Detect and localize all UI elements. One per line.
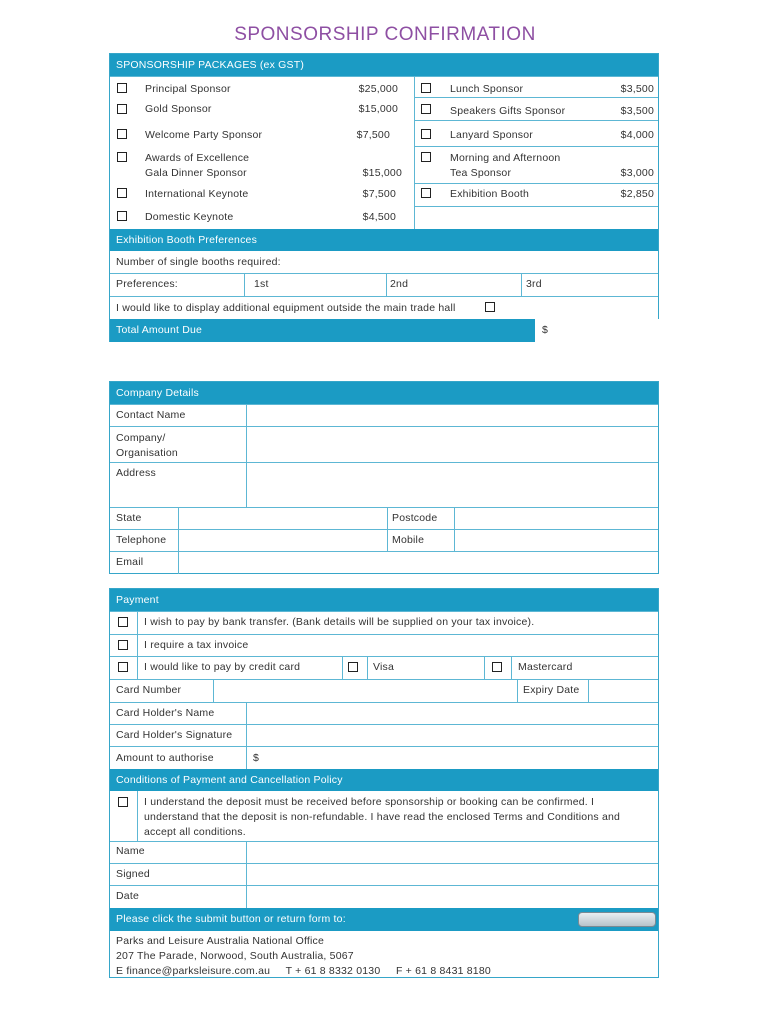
email-label: Email	[116, 556, 144, 568]
domestic-keynote-price: $4,500	[362, 211, 396, 223]
signed-label: Signed	[116, 868, 150, 880]
principal-sponsor-checkbox[interactable]	[117, 83, 127, 93]
international-keynote-checkbox[interactable]	[117, 188, 127, 198]
exhibition-booth-label: Exhibition Booth	[450, 188, 530, 200]
card-number-label: Card Number	[116, 684, 182, 696]
contact-name-input[interactable]	[247, 405, 658, 426]
speakers-gifts-sponsor-label: Speakers Gifts Sponsor	[450, 105, 566, 117]
preference-first[interactable]: 1st	[254, 278, 269, 290]
amount-authorise-input[interactable]	[247, 747, 658, 768]
submit-button[interactable]	[578, 912, 656, 927]
mobile-input[interactable]	[455, 530, 658, 551]
domestic-keynote-checkbox[interactable]	[117, 211, 127, 221]
page-title: SPONSORSHIP CONFIRMATION	[234, 24, 536, 45]
mastercard-label: Mastercard	[518, 661, 573, 673]
name-input[interactable]	[247, 842, 658, 863]
lanyard-sponsor-checkbox[interactable]	[421, 129, 431, 139]
date-input[interactable]	[247, 886, 658, 907]
welcome-party-sponsor-label: Welcome Party Sponsor	[145, 129, 263, 141]
domestic-keynote-label: Domestic Keynote	[145, 211, 234, 223]
conditions-text-line2: understand that the deposit is non-refundable. I have read the enclosed Terms and Conditions and	[144, 811, 621, 823]
total-amount-field[interactable]	[535, 319, 659, 342]
card-holder-name-label: Card Holder's Name	[116, 707, 215, 719]
conditions-text-line3: accept all conditions.	[144, 826, 246, 838]
office-name: Parks and Leisure Australia National Office	[116, 935, 325, 947]
contact-name-label: Contact Name	[116, 409, 186, 421]
lunch-sponsor-price: $3,500	[620, 83, 654, 95]
telephone-input[interactable]	[179, 530, 386, 551]
gold-sponsor-label: Gold Sponsor	[145, 103, 212, 115]
card-number-input[interactable]	[214, 680, 516, 701]
bank-transfer-checkbox[interactable]	[118, 617, 128, 627]
company-details-header: Company Details	[110, 382, 658, 404]
postcode-input[interactable]	[455, 508, 658, 529]
principal-sponsor-price: $25,000	[358, 83, 398, 95]
address-label: Address	[116, 467, 156, 479]
amount-authorise-label: Amount to authorise	[116, 752, 214, 764]
credit-card-label: I would like to pay by credit card	[144, 661, 301, 673]
sponsorship-packages-section	[109, 53, 659, 342]
morning-afternoon-tea-price: $3,000	[620, 167, 654, 179]
state-label: State	[116, 512, 142, 524]
awards-sponsor-label: Awards of Excellence	[145, 152, 250, 164]
awards-sponsor-label-line2: Gala Dinner Sponsor	[145, 167, 247, 179]
company-input[interactable]	[247, 427, 658, 462]
payment-section	[109, 588, 659, 978]
lanyard-sponsor-price: $4,000	[620, 129, 654, 141]
tax-invoice-label: I require a tax invoice	[144, 639, 249, 651]
additional-equipment-label: I would like to display additional equipment outside the main trade hall	[116, 302, 456, 314]
gold-sponsor-checkbox[interactable]	[117, 104, 127, 114]
single-booths-label: Number of single booths required:	[116, 256, 281, 268]
morning-afternoon-tea-checkbox[interactable]	[421, 152, 431, 162]
bank-transfer-label: I wish to pay by bank transfer. (Bank details will be supplied on your tax invoice).	[144, 616, 535, 628]
morning-afternoon-tea-label: Morning and Afternoon	[450, 152, 561, 164]
conditions-header: Conditions of Payment and Cancellation Policy	[110, 769, 658, 791]
company-details-section	[109, 381, 659, 574]
lunch-sponsor-checkbox[interactable]	[421, 83, 431, 93]
credit-card-checkbox[interactable]	[118, 662, 128, 672]
visa-label: Visa	[373, 661, 395, 673]
welcome-party-sponsor-price: $7,500	[356, 129, 390, 141]
preference-second[interactable]: 2nd	[390, 278, 409, 290]
visa-checkbox[interactable]	[348, 662, 358, 672]
speakers-gifts-sponsor-price: $3,500	[620, 105, 654, 117]
awards-sponsor-price: $15,000	[362, 167, 402, 179]
booth-preferences-header: Exhibition Booth Preferences	[110, 229, 658, 251]
email-input[interactable]	[179, 552, 658, 573]
awards-sponsor-checkbox[interactable]	[117, 152, 127, 162]
expiry-date-label: Expiry Date	[523, 684, 580, 696]
lanyard-sponsor-label: Lanyard Sponsor	[450, 129, 533, 141]
preferences-label: Preferences:	[116, 278, 178, 290]
company-label: Company/	[116, 432, 166, 444]
gold-sponsor-price: $15,000	[358, 103, 398, 115]
total-amount-label: Total Amount Due	[116, 324, 203, 336]
submit-instruction: Please click the submit button or return form to:	[116, 913, 346, 925]
state-input[interactable]	[179, 508, 386, 529]
total-dollar-sign: $	[542, 324, 549, 336]
card-holder-name-input[interactable]	[247, 703, 658, 724]
name-label: Name	[116, 845, 145, 857]
amount-dollar-sign: $	[253, 752, 260, 764]
preference-third[interactable]: 3rd	[526, 278, 542, 290]
company-label-line2: Organisation	[116, 447, 178, 459]
date-label: Date	[116, 890, 139, 902]
conditions-text-line1: I understand the deposit must be received before sponsorship or booking can be confirmed. I	[144, 796, 595, 808]
principal-sponsor-label: Principal Sponsor	[145, 83, 231, 95]
international-keynote-label: International Keynote	[145, 188, 249, 200]
mobile-label: Mobile	[392, 534, 425, 546]
mastercard-checkbox[interactable]	[492, 662, 502, 672]
speakers-gifts-sponsor-checkbox[interactable]	[421, 104, 431, 114]
international-keynote-price: $7,500	[362, 188, 396, 200]
office-contacts: E finance@parksleisure.com.au T + 61 8 8332 0130 F + 61 8 8431 8180	[116, 965, 491, 977]
expiry-date-input[interactable]	[589, 680, 658, 701]
office-address: 207 The Parade, Norwood, South Australia, 5067	[116, 950, 354, 962]
address-input[interactable]	[247, 463, 658, 507]
conditions-checkbox[interactable]	[118, 797, 128, 807]
lunch-sponsor-label: Lunch Sponsor	[450, 83, 524, 95]
card-holder-signature-input[interactable]	[247, 725, 658, 746]
signed-input[interactable]	[247, 864, 658, 885]
payment-header: Payment	[110, 589, 658, 611]
additional-equipment-checkbox[interactable]	[485, 302, 495, 312]
exhibition-booth-price: $2,850	[620, 188, 654, 200]
card-holder-signature-label: Card Holder's Signature	[116, 729, 233, 741]
exhibition-booth-checkbox[interactable]	[421, 188, 431, 198]
telephone-label: Telephone	[116, 534, 167, 546]
welcome-party-sponsor-checkbox[interactable]	[117, 129, 127, 139]
postcode-label: Postcode	[392, 512, 438, 524]
tax-invoice-checkbox[interactable]	[118, 640, 128, 650]
packages-header: SPONSORSHIP PACKAGES (ex GST)	[110, 54, 658, 76]
morning-afternoon-tea-label-line2: Tea Sponsor	[450, 167, 512, 179]
submit-bar	[110, 908, 658, 931]
